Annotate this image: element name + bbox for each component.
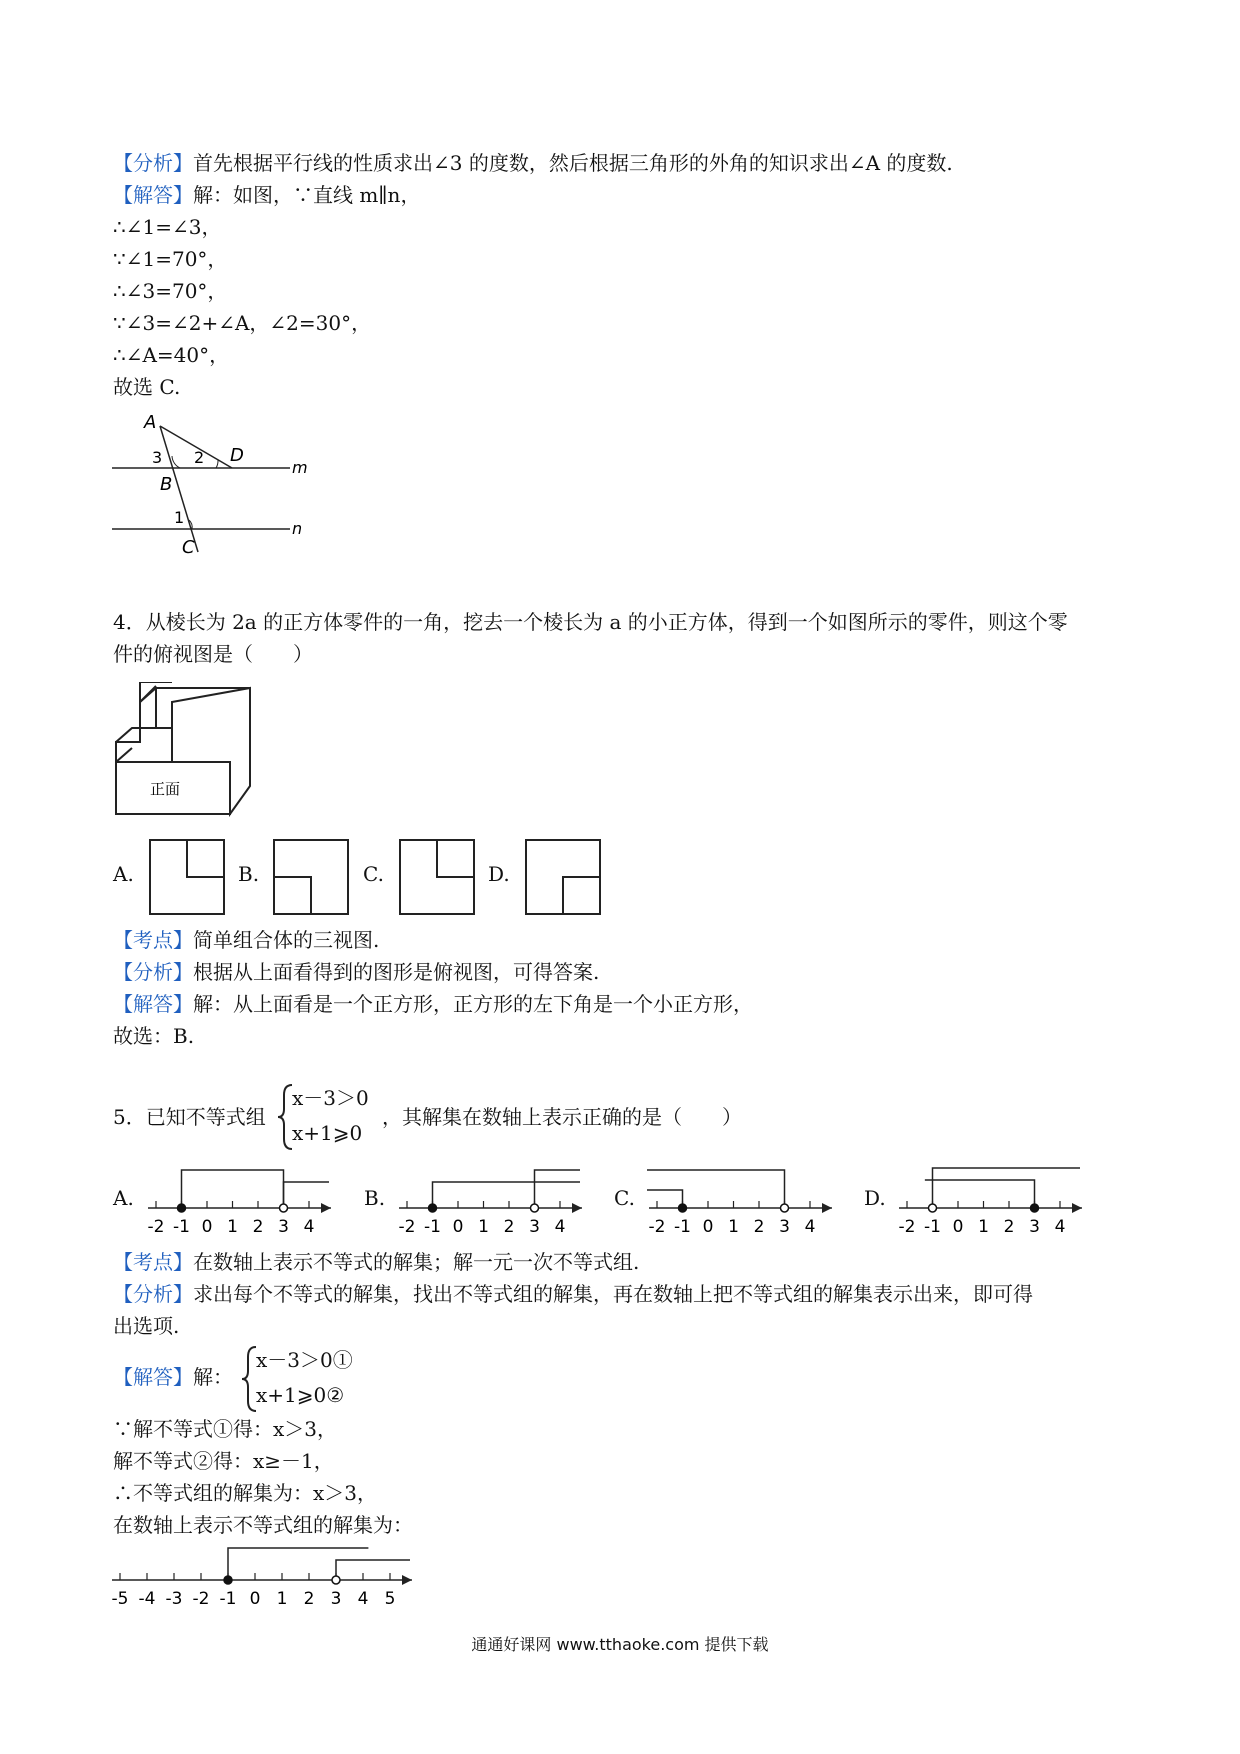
option-b-figure xyxy=(272,838,352,918)
q5-suffix: ，其解集在数轴上表示正确的是（ ） xyxy=(382,1105,742,1129)
option-a-figure xyxy=(148,838,228,918)
front-step xyxy=(116,682,172,762)
q5-analysis-line2: 出选项. xyxy=(113,1314,180,1338)
option-b-label: B. xyxy=(238,862,260,886)
open-dot xyxy=(531,1204,539,1212)
tick-label: 2 xyxy=(753,1217,765,1237)
q5-prefix: 5．已知不等式组 xyxy=(113,1105,266,1129)
angle-3-arc xyxy=(172,456,180,468)
tick-label: 4 xyxy=(554,1217,566,1237)
tick-label: -2 xyxy=(648,1217,666,1237)
solid-dot xyxy=(429,1204,437,1212)
q3-step: ∵∠1=70°， xyxy=(113,247,228,271)
tick-label: -1 xyxy=(173,1217,190,1237)
tick-label: -1 xyxy=(424,1217,441,1237)
tick-label: 3 xyxy=(529,1217,540,1237)
label-C: C xyxy=(182,537,195,558)
q5-ineq1: x－3＞0 xyxy=(292,1086,369,1110)
label-1: 1 xyxy=(174,508,185,527)
tick-label: -1 xyxy=(924,1217,941,1237)
tick-label: 0 xyxy=(452,1217,464,1237)
q5-step: 在数轴上表示不等式组的解集为： xyxy=(113,1513,413,1537)
tick-label: 3 xyxy=(330,1589,342,1608)
arrow-icon xyxy=(822,1203,832,1213)
q4-stem-line1: 4．从棱长为 2a 的正方体零件的一角，挖去一个棱长为 a 的小正方体，得到一个如图所示的零件，则这个零 xyxy=(113,610,1068,634)
solution-ray xyxy=(433,1182,581,1208)
tick-label: -3 xyxy=(165,1589,183,1608)
arrow-icon xyxy=(402,1575,412,1585)
notch-edge xyxy=(156,688,172,762)
arrow-icon xyxy=(321,1203,331,1213)
option-c-label: C. xyxy=(614,1186,635,1210)
solid-dot xyxy=(679,1204,687,1212)
front-label: 正面 xyxy=(150,780,181,798)
kaodian-text: 简单组合体的三视图. xyxy=(193,928,380,952)
solution-ray xyxy=(228,1548,368,1580)
option-d-label: D. xyxy=(488,862,510,886)
label-n: n xyxy=(292,519,303,538)
option-b-label: B. xyxy=(364,1186,386,1210)
q3-conclusion: 故选 C. xyxy=(113,375,181,399)
arrow-icon xyxy=(1072,1203,1082,1213)
option-a-number-line xyxy=(146,1158,361,1238)
option-c-number-line xyxy=(647,1158,862,1238)
tick-label: 1 xyxy=(728,1217,739,1237)
tick-label: 4 xyxy=(303,1217,315,1237)
tick-label: 0 xyxy=(702,1217,714,1237)
tick-label: 0 xyxy=(201,1217,213,1237)
answer-tag: 【解答】 xyxy=(113,1365,193,1389)
final-number-line xyxy=(108,1538,454,1608)
q3-step: ∴∠3=70°， xyxy=(113,279,228,303)
answer-tag: 【解答】 xyxy=(113,992,193,1016)
footer-text: 通通好课网 www.tthaoke.com 提供下载 xyxy=(471,1635,769,1654)
tick-label: 2 xyxy=(252,1217,264,1237)
tick-label: 5 xyxy=(384,1589,396,1608)
q4-conclusion: 故选：B. xyxy=(113,1024,195,1048)
kaodian-tag: 【考点】 xyxy=(113,1250,193,1274)
q3-step: ∴∠A=40°， xyxy=(113,343,230,367)
cube-part-figure xyxy=(112,682,254,822)
q3-answer-line xyxy=(113,180,420,210)
option-d-number-line xyxy=(897,1158,1112,1238)
tick-label: -2 xyxy=(398,1217,416,1237)
parallel-lines-figure xyxy=(110,410,310,560)
tick-label: 2 xyxy=(303,1589,315,1608)
tick-label: 4 xyxy=(1054,1217,1066,1237)
label-m: m xyxy=(292,458,308,477)
solution-ray xyxy=(933,1168,1081,1208)
tick-label: 0 xyxy=(952,1217,964,1237)
analysis-text: 根据从上面看得到的图形是俯视图，可得答案. xyxy=(193,960,600,984)
tick-label: 3 xyxy=(278,1217,289,1237)
answer-text: 解：如图，∵直线 m∥n， xyxy=(193,183,421,207)
label-A: A xyxy=(144,412,157,433)
tick-label: 1 xyxy=(276,1589,288,1608)
answer-prefix: 解： xyxy=(193,1365,233,1389)
tick-label: -2 xyxy=(147,1217,165,1237)
q5-step: ∵解不等式①得：x＞3， xyxy=(113,1417,338,1441)
open-dot xyxy=(929,1204,937,1212)
q4-stem-line2: 件的俯视图是（ ） xyxy=(113,642,313,666)
tick-label: -2 xyxy=(192,1589,210,1608)
option-d-label: D. xyxy=(864,1186,886,1210)
label-2: 2 xyxy=(194,448,205,467)
solution-ray xyxy=(925,1180,1035,1208)
tick-label: 4 xyxy=(357,1589,369,1608)
q3-step: ∵∠3=∠2+∠A，∠2=30°， xyxy=(113,311,372,335)
open-dot xyxy=(332,1576,340,1584)
right-face xyxy=(172,688,250,814)
kaodian-tag: 【考点】 xyxy=(113,928,193,952)
tick-label: -4 xyxy=(138,1589,156,1608)
open-dot xyxy=(280,1204,288,1212)
q4-kaodian-line xyxy=(113,925,379,955)
kaodian-text: 在数轴上表示不等式的解集；解一元一次不等式组. xyxy=(193,1250,640,1274)
angle-2-arc xyxy=(216,460,218,468)
option-c-label: C. xyxy=(363,862,384,886)
q3-step: ∴∠1=∠3， xyxy=(113,215,222,239)
analysis-tag: 【分析】 xyxy=(113,1282,193,1306)
label-3: 3 xyxy=(152,448,163,467)
tick-label: 3 xyxy=(779,1217,790,1237)
tick-label: 1 xyxy=(227,1217,238,1237)
q5-kaodian-line xyxy=(113,1247,639,1277)
q5-step: 解不等式②得：x≥－1， xyxy=(113,1449,334,1473)
solution-ray xyxy=(647,1170,785,1208)
solution-ray xyxy=(647,1190,683,1208)
analysis-text: 首先根据平行线的性质求出∠3 的度数，然后根据三角形的外角的知识求出∠A 的度数. xyxy=(193,151,953,175)
arrow-icon xyxy=(572,1203,582,1213)
solution-ray xyxy=(535,1170,581,1208)
solid-dot xyxy=(1031,1204,1039,1212)
answer-tag: 【解答】 xyxy=(113,183,193,207)
tick-label: 2 xyxy=(503,1217,515,1237)
tick-label: -5 xyxy=(111,1589,129,1608)
q4-analysis-line xyxy=(113,957,599,987)
open-dot xyxy=(781,1204,789,1212)
analysis-tag: 【分析】 xyxy=(113,151,193,175)
tick-label: -1 xyxy=(674,1217,691,1237)
q5-answer-line xyxy=(113,1362,233,1392)
tick-label: -2 xyxy=(898,1217,916,1237)
solid-dot xyxy=(178,1204,186,1212)
q5-step: ∴不等式组的解集为：x＞3， xyxy=(113,1481,378,1505)
option-a-label: A. xyxy=(113,1186,134,1210)
tick-label: 4 xyxy=(804,1217,816,1237)
option-d-figure xyxy=(524,838,604,918)
analysis-text: 求出每个不等式的解集，找出不等式组的解集，再在数轴上把不等式组的解集表示出来，即可得 xyxy=(193,1282,1033,1306)
tick-label: -1 xyxy=(219,1589,237,1608)
tick-label: 0 xyxy=(249,1589,261,1608)
q3-analysis-line xyxy=(113,148,953,178)
tick-label: 2 xyxy=(1003,1217,1015,1237)
label-B: B xyxy=(160,474,173,495)
tick-label: 3 xyxy=(1029,1217,1040,1237)
q5-analysis-line1 xyxy=(113,1279,1033,1309)
answer-text: 解：从上面看是一个正方形，正方形的左下角是一个小正方形， xyxy=(193,992,753,1016)
q5-answer-ineq1: x－3＞0① xyxy=(256,1348,353,1372)
option-c-figure xyxy=(398,838,478,918)
option-b-number-line xyxy=(397,1158,612,1238)
q4-answer-line xyxy=(113,989,753,1019)
solution-ray xyxy=(336,1560,410,1580)
tick-label: 1 xyxy=(978,1217,989,1237)
solid-dot xyxy=(224,1576,232,1584)
label-D: D xyxy=(230,445,244,466)
q5-answer-ineq2: x+1⩾0② xyxy=(256,1383,345,1407)
q5-ineq2: x+1⩾0 xyxy=(292,1121,363,1145)
tick-label: 1 xyxy=(478,1217,489,1237)
option-a-label: A. xyxy=(113,862,134,886)
analysis-tag: 【分析】 xyxy=(113,960,193,984)
